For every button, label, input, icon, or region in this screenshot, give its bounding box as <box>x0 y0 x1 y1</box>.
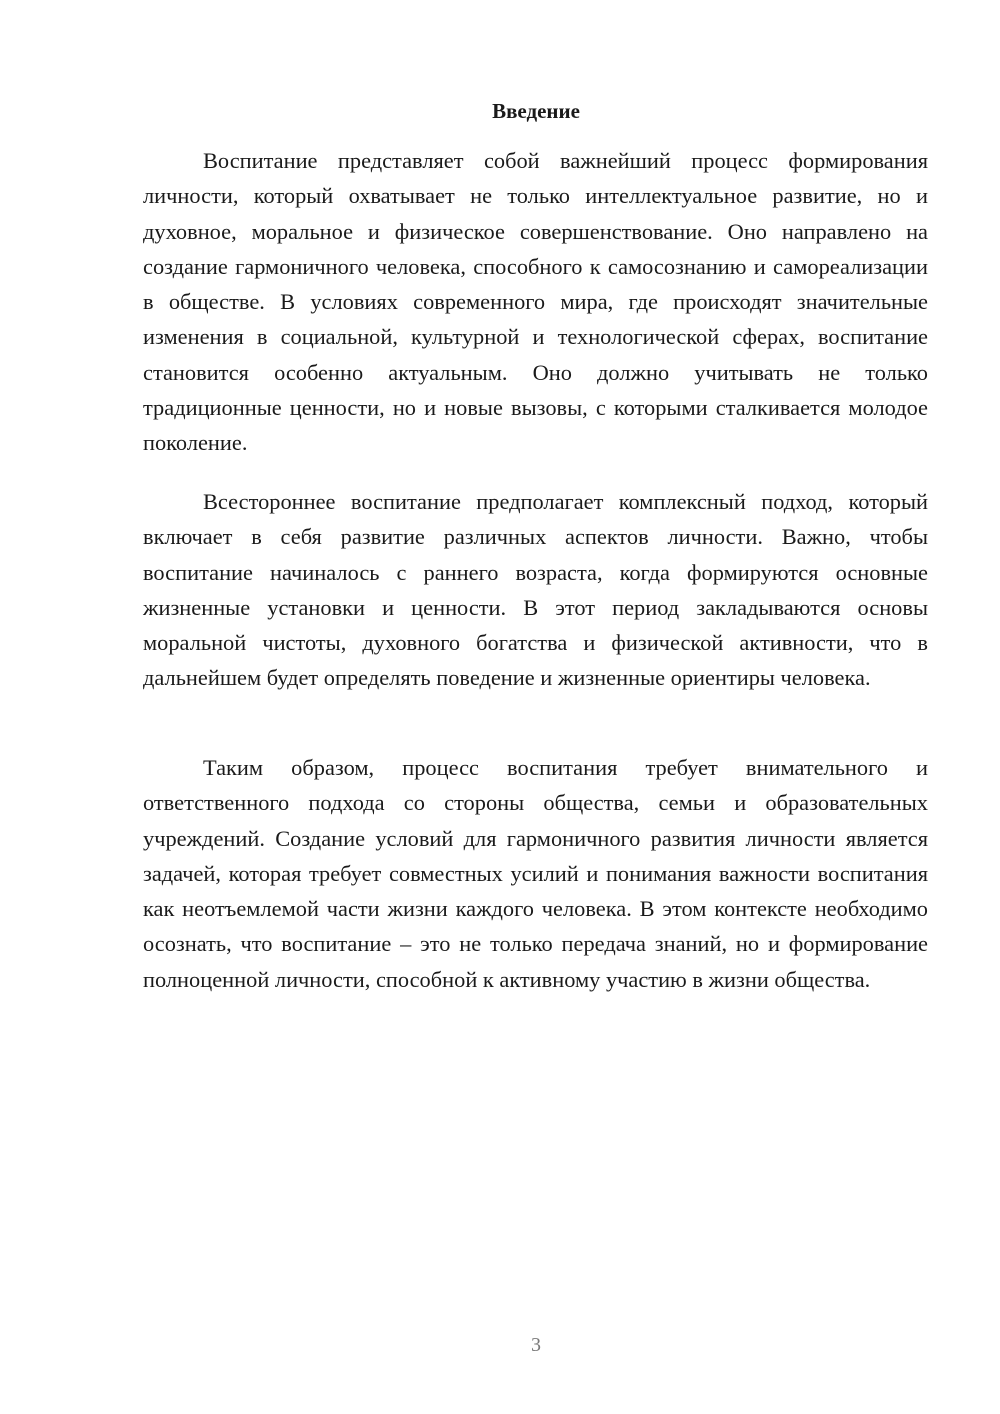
page-title: Введение <box>492 99 580 123</box>
page-number: 3 <box>531 1334 541 1356</box>
paragraph-2: Всестороннее воспитание предполагает комплексный подход, который включает в себя развитие различных аспектов личности. Важно, чтобы воспитание начиналось с раннего возраста, когда формируются основные жизненные установки и ценности. В этот период закладываются основы моральной чистоты, духовного богатства и физической активности, что в дальнейшем будет определять поведение и жизненные ориентиры человека. <box>143 489 928 691</box>
paragraph-3: Таким образом, процесс воспитания требует внимательного и ответственного подхода со стороны общества, семьи и образовательных учреждений. Создание условий для гармоничного развития личности является задачей, которая требует совместных усилий и понимания важности воспитания как неотъемлемой части жизни каждого человека. В этом контексте необходимо осознать, что воспитание – это не только передача знаний, но и формирование полноценной личности, способной к активному участию в жизни общества. <box>143 755 928 992</box>
paragraph-1: Воспитание представляет собой важнейший процесс формирования личности, который охватывает не только интеллектуальное развитие, но и духовное, моральное и физическое совершенствование. Оно направлено на создание гармоничного человека, способного к самосознанию и самореализации в обществе. В условиях современного мира, где происходят значительные изменения в социальной, культурной и технологической сферах, воспитание становится особенно актуальным. Оно должно учитывать не только традиционные ценности, но и новые вызовы, с которыми сталкивается молодое поколение. <box>143 148 928 456</box>
